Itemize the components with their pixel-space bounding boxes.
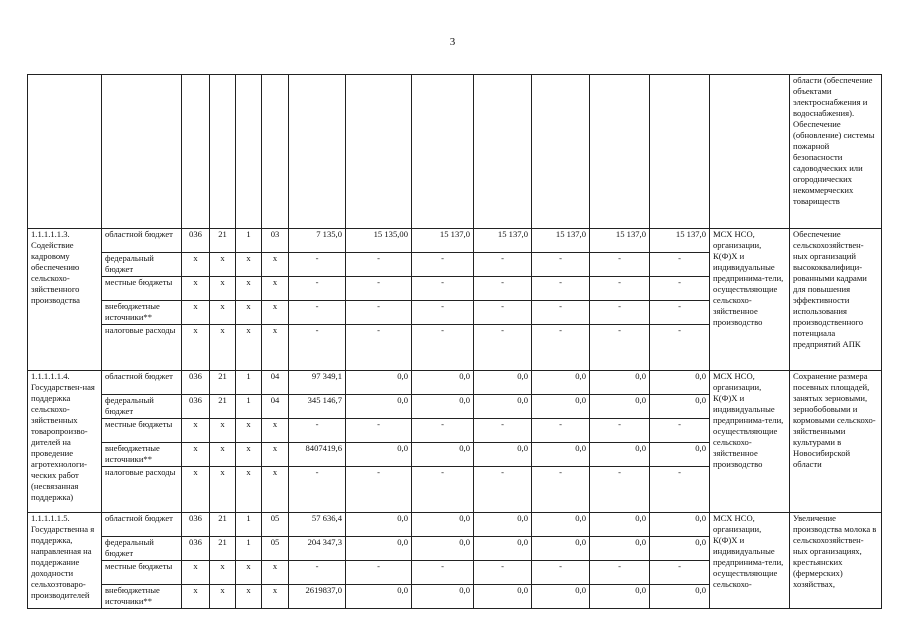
amount-cell: - [289, 253, 346, 277]
amount-cell: - [412, 301, 474, 325]
funding-source-cell: налоговые расходы [102, 325, 182, 371]
amount-cell: - [590, 467, 650, 513]
amount-cell: 0,0 [590, 443, 650, 467]
amount-cell: - [412, 253, 474, 277]
amount-cell: 0,0 [650, 371, 710, 395]
empty-cell [210, 75, 236, 229]
amount-cell: - [590, 325, 650, 371]
budget-code-grbs-cell: 036 [182, 395, 210, 419]
amount-cell: 0,0 [346, 371, 412, 395]
budget-code-pr-cell: х [236, 443, 262, 467]
funding-source-cell: местные бюджеты [102, 419, 182, 443]
amount-cell: - [412, 561, 474, 585]
empty-cell [28, 75, 102, 229]
budget-code-pr-cell: х [236, 325, 262, 371]
amount-cell: 0,0 [532, 371, 590, 395]
amount-cell: 0,0 [412, 371, 474, 395]
amount-cell: - [346, 561, 412, 585]
amount-cell: - [650, 301, 710, 325]
budget-code-rz-cell: х [210, 585, 236, 609]
amount-cell: - [412, 419, 474, 443]
amount-cell: 0,0 [650, 513, 710, 537]
executor-cell: МСХ НСО, организации, К(Ф)Х и индивидуальные предпринима-тели, осуществляющие сельскохо-зяйственное производство [710, 229, 790, 371]
amount-cell: 0,0 [346, 585, 412, 609]
amount-cell: - [412, 467, 474, 513]
amount-cell: - [289, 325, 346, 371]
amount-cell: - [346, 301, 412, 325]
budget-code-rz-cell: х [210, 253, 236, 277]
amount-cell: 0,0 [532, 395, 590, 419]
continued-row [28, 75, 882, 229]
amount-cell: 0,0 [474, 513, 532, 537]
amount-cell: 0,0 [590, 537, 650, 561]
budget-code-grbs-cell: х [182, 325, 210, 371]
expected-result-cell: области (обеспечение объектами электроснабжения и водоснабжения). Обеспечение (обновление) системы пожарной безопасности садоводческих или огороднических некоммерческих товариществ [790, 75, 882, 229]
budget-code-cs-cell: х [262, 467, 289, 513]
amount-cell: - [650, 325, 710, 371]
empty-cell [532, 75, 590, 229]
budget-code-grbs-cell: х [182, 301, 210, 325]
amount-cell: 0,0 [474, 443, 532, 467]
budget-code-cs-cell: х [262, 253, 289, 277]
budget-code-rz-cell: 21 [210, 513, 236, 537]
budget-code-rz-cell: х [210, 325, 236, 371]
budget-code-pr-cell: х [236, 561, 262, 585]
table-row [28, 513, 882, 537]
budget-code-grbs-cell: х [182, 585, 210, 609]
amount-cell: 0,0 [590, 513, 650, 537]
budget-code-pr-cell: х [236, 253, 262, 277]
empty-cell [182, 75, 210, 229]
budget-code-pr-cell: х [236, 585, 262, 609]
amount-cell: - [289, 561, 346, 585]
amount-cell: - [590, 277, 650, 301]
amount-cell: 0,0 [650, 585, 710, 609]
executor-cell: МСХ НСО, организации, К(Ф)Х и индивидуальные предпринима-тели, осуществляющие сельскохо- [710, 513, 790, 609]
amount-cell: - [346, 419, 412, 443]
amount-cell: 0,0 [412, 513, 474, 537]
amount-cell: 0,0 [590, 585, 650, 609]
funding-source-cell: внебюджетные источники** [102, 301, 182, 325]
amount-cell: - [474, 467, 532, 513]
amount-cell: - [346, 467, 412, 513]
budget-code-rz-cell: 21 [210, 537, 236, 561]
funding-source-cell: местные бюджеты [102, 561, 182, 585]
amount-cell: - [474, 253, 532, 277]
budget-code-cs-cell: 04 [262, 395, 289, 419]
amount-cell: - [346, 325, 412, 371]
amount-cell: - [590, 301, 650, 325]
measure-name-cell: 1.1.1.1.1.3. Содействие кадровому обеспечению сельскохо-зяйственного производства [28, 229, 102, 371]
amount-cell: - [346, 253, 412, 277]
expected-result-cell: Обеспечение сельскохозяйствен-ных организаций высококвалифици-рованными кадрами для повышения эффективности использования производственного потенциала предприятий АПК [790, 229, 882, 371]
empty-cell [236, 75, 262, 229]
amount-cell: 0,0 [532, 585, 590, 609]
amount-cell: 0,0 [346, 513, 412, 537]
empty-cell [262, 75, 289, 229]
budget-code-grbs-cell: х [182, 419, 210, 443]
amount-cell: 7 135,0 [289, 229, 346, 253]
amount-cell: - [289, 419, 346, 443]
budget-code-grbs-cell: х [182, 277, 210, 301]
empty-cell [710, 75, 790, 229]
budget-code-cs-cell: х [262, 419, 289, 443]
amount-cell: 0,0 [590, 395, 650, 419]
amount-cell: 15 137,0 [650, 229, 710, 253]
budget-code-rz-cell: х [210, 301, 236, 325]
budget-code-cs-cell: х [262, 325, 289, 371]
funding-source-cell: федеральный бюджет [102, 537, 182, 561]
amount-cell: 15 137,0 [590, 229, 650, 253]
amount-cell: 0,0 [650, 537, 710, 561]
budget-code-pr-cell: х [236, 301, 262, 325]
empty-cell [650, 75, 710, 229]
budget-code-pr-cell: 1 [236, 371, 262, 395]
amount-cell: - [289, 467, 346, 513]
budget-code-grbs-cell: х [182, 467, 210, 513]
funding-source-cell: налоговые расходы [102, 467, 182, 513]
amount-cell: 0,0 [650, 395, 710, 419]
amount-cell: - [289, 301, 346, 325]
amount-cell: - [590, 253, 650, 277]
budget-code-rz-cell: х [210, 277, 236, 301]
funding-source-cell: федеральный бюджет [102, 395, 182, 419]
empty-cell [474, 75, 532, 229]
amount-cell: - [474, 419, 532, 443]
budget-code-cs-cell: 03 [262, 229, 289, 253]
amount-cell: 0,0 [474, 585, 532, 609]
amount-cell: 0,0 [474, 371, 532, 395]
amount-cell: 0,0 [412, 537, 474, 561]
empty-cell [412, 75, 474, 229]
budget-code-pr-cell: 1 [236, 513, 262, 537]
amount-cell: 0,0 [412, 585, 474, 609]
amount-cell: 15 137,0 [474, 229, 532, 253]
budget-code-grbs-cell: 036 [182, 229, 210, 253]
budget-code-cs-cell: х [262, 561, 289, 585]
budget-code-rz-cell: х [210, 419, 236, 443]
empty-cell [346, 75, 412, 229]
amount-cell: - [650, 561, 710, 585]
budget-code-grbs-cell: 036 [182, 371, 210, 395]
budget-code-rz-cell: 21 [210, 229, 236, 253]
amount-cell: 57 636,4 [289, 513, 346, 537]
budget-code-pr-cell: х [236, 277, 262, 301]
measure-name-cell: 1.1.1.1.1.4. Государствен-ная поддержка сельскохо-зяйственных товаропроизво-дителей на проведение агротехнологи-ческих работ (несвязанная поддержка) [28, 371, 102, 513]
budget-code-pr-cell: 1 [236, 537, 262, 561]
executor-cell: МСХ НСО, организации, К(Ф)Х и индивидуальные предпринима-тели, осуществляющие сельскохо-зяйственное производство [710, 371, 790, 513]
table-row [28, 229, 882, 253]
amount-cell: 345 146,7 [289, 395, 346, 419]
amount-cell: 2619837,0 [289, 585, 346, 609]
amount-cell: - [650, 419, 710, 443]
amount-cell: - [532, 419, 590, 443]
funding-source-cell: внебюджетные источники** [102, 585, 182, 609]
measure-name-cell: 1.1.1.1.1.5. Государственна я поддержка, направленная на поддержание доходности сельхозтоваро-производителей [28, 513, 102, 609]
amount-cell: 0,0 [532, 443, 590, 467]
amount-cell: - [289, 277, 346, 301]
amount-cell: 204 347,3 [289, 537, 346, 561]
funding-source-cell: областной бюджет [102, 371, 182, 395]
empty-cell [102, 75, 182, 229]
funding-source-cell: федеральный бюджет [102, 253, 182, 277]
amount-cell: - [474, 277, 532, 301]
amount-cell: - [590, 561, 650, 585]
amount-cell: 15 137,0 [532, 229, 590, 253]
amount-cell: - [346, 277, 412, 301]
budget-code-grbs-cell: 036 [182, 537, 210, 561]
amount-cell: - [590, 419, 650, 443]
amount-cell: 0,0 [346, 443, 412, 467]
funding-source-cell: местные бюджеты [102, 277, 182, 301]
program-measures-table [27, 74, 882, 609]
amount-cell: 0,0 [346, 395, 412, 419]
amount-cell: - [532, 253, 590, 277]
amount-cell: 0,0 [532, 537, 590, 561]
funding-source-cell: областной бюджет [102, 513, 182, 537]
budget-code-cs-cell: х [262, 443, 289, 467]
amount-cell: 0,0 [650, 443, 710, 467]
budget-code-rz-cell: х [210, 443, 236, 467]
funding-source-cell: внебюджетные источники** [102, 443, 182, 467]
page-number: 3 [449, 36, 456, 48]
table-row [28, 371, 882, 395]
budget-code-cs-cell: х [262, 277, 289, 301]
empty-cell [590, 75, 650, 229]
amount-cell: 97 349,1 [289, 371, 346, 395]
budget-code-cs-cell: 04 [262, 371, 289, 395]
amount-cell: 0,0 [412, 443, 474, 467]
amount-cell: 0,0 [532, 513, 590, 537]
empty-cell [289, 75, 346, 229]
amount-cell: 0,0 [474, 537, 532, 561]
amount-cell: - [532, 277, 590, 301]
budget-code-grbs-cell: х [182, 253, 210, 277]
amount-cell: - [532, 561, 590, 585]
amount-cell: - [474, 301, 532, 325]
budget-code-rz-cell: 21 [210, 395, 236, 419]
budget-code-cs-cell: 05 [262, 537, 289, 561]
amount-cell: - [532, 301, 590, 325]
budget-code-cs-cell: 05 [262, 513, 289, 537]
amount-cell: - [532, 467, 590, 513]
funding-source-cell: областной бюджет [102, 229, 182, 253]
amount-cell: 15 137,0 [412, 229, 474, 253]
budget-code-grbs-cell: х [182, 443, 210, 467]
amount-cell: 0,0 [346, 537, 412, 561]
budget-code-rz-cell: 21 [210, 371, 236, 395]
budget-code-pr-cell: 1 [236, 229, 262, 253]
amount-cell: 8407419,6 [289, 443, 346, 467]
budget-code-cs-cell: х [262, 585, 289, 609]
amount-cell: 0,0 [590, 371, 650, 395]
expected-result-cell: Увеличение производства молока в сельскохозяйствен-ных организациях, крестьянских (фермерских) хозяйствах, [790, 513, 882, 609]
budget-code-pr-cell: х [236, 419, 262, 443]
budget-code-pr-cell: х [236, 467, 262, 513]
budget-code-pr-cell: 1 [236, 395, 262, 419]
budget-code-grbs-cell: 036 [182, 513, 210, 537]
amount-cell: - [474, 561, 532, 585]
amount-cell: - [532, 325, 590, 371]
amount-cell: - [650, 253, 710, 277]
amount-cell: 0,0 [474, 395, 532, 419]
amount-cell: 15 135,00 [346, 229, 412, 253]
expected-result-cell: Сохранение размера посевных площадей, занятых зерновыми, зернобобовыми и кормовыми сельскохо-зяйственными культурами в Новосибирской области [790, 371, 882, 513]
budget-code-rz-cell: х [210, 561, 236, 585]
amount-cell: - [650, 277, 710, 301]
amount-cell: - [474, 325, 532, 371]
amount-cell: - [650, 467, 710, 513]
amount-cell: - [412, 325, 474, 371]
amount-cell: - [412, 277, 474, 301]
budget-code-cs-cell: х [262, 301, 289, 325]
budget-code-rz-cell: х [210, 467, 236, 513]
amount-cell: 0,0 [412, 395, 474, 419]
budget-code-grbs-cell: х [182, 561, 210, 585]
